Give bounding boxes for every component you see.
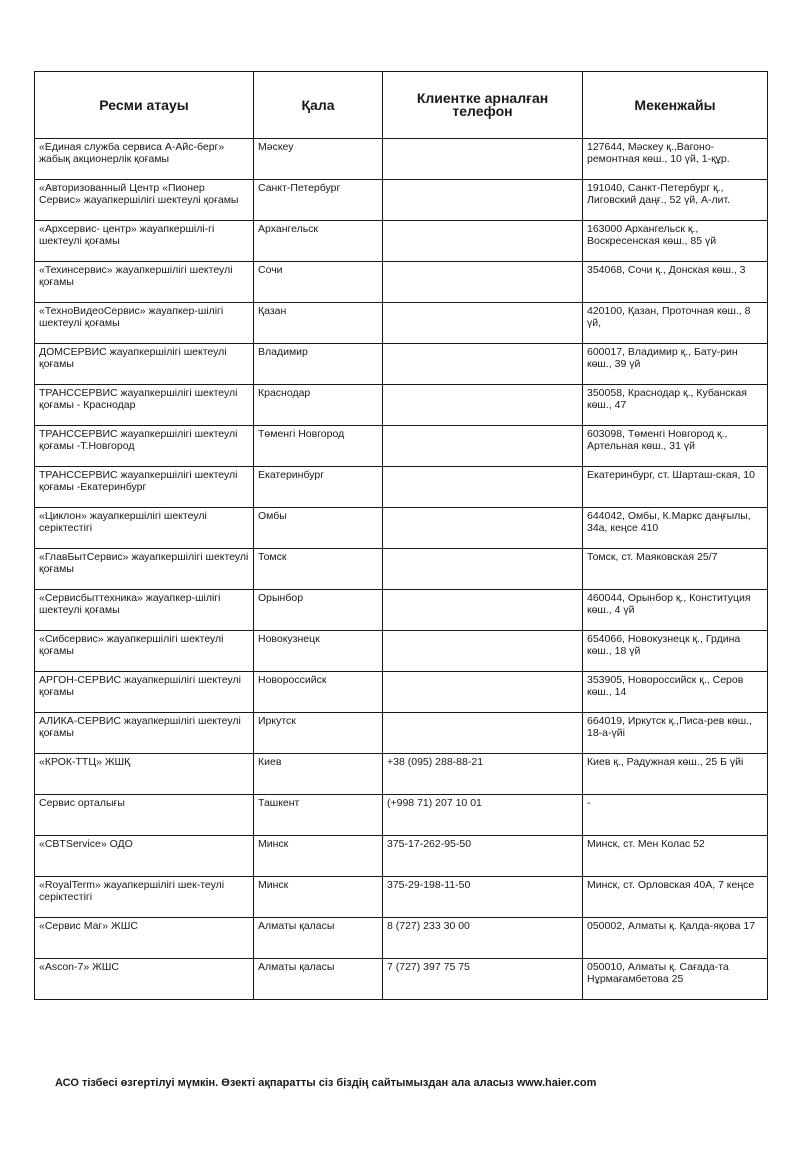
cell-name: «КРОК-ТТЦ» ЖШҚ <box>35 754 254 795</box>
table-row <box>35 836 768 877</box>
table-row <box>35 959 768 1000</box>
table-row <box>35 385 768 426</box>
table-row <box>35 221 768 262</box>
cell-city: Новокузнецк <box>254 631 383 672</box>
header-address: Мекенжайы <box>583 72 768 139</box>
cell-name: «Единая служба сервиса А-Айс-берг» жабық акционерлік қоғамы <box>35 139 254 180</box>
cell-name: «Циклон» жауапкершілігі шектеулі серіктестігі <box>35 508 254 549</box>
cell-city: Минск <box>254 877 383 918</box>
cell-address: 603098, Төменгі Новгород қ., Артельная көш., 31 үй <box>583 426 768 467</box>
cell-phone <box>383 385 583 426</box>
cell-city: Иркутск <box>254 713 383 754</box>
cell-address: - <box>583 795 768 836</box>
cell-city: Ташкент <box>254 795 383 836</box>
table-row <box>35 303 768 344</box>
cell-name: «Ascon-7» ЖШС <box>35 959 254 1000</box>
cell-phone <box>383 631 583 672</box>
cell-city: Новороссийск <box>254 672 383 713</box>
table-row <box>35 918 768 959</box>
table-header-row <box>35 72 768 139</box>
cell-phone: +38 (095) 288-88-21 <box>383 754 583 795</box>
table-row <box>35 549 768 590</box>
cell-phone <box>383 508 583 549</box>
cell-name: ТРАНССЕРВИС жауапкершілігі шектеулі қоғамы - Краснодар <box>35 385 254 426</box>
cell-address: Томск, ст. Маяковская 25/7 <box>583 549 768 590</box>
table-row <box>35 672 768 713</box>
cell-address: 600017, Владимир қ., Бату-рин көш., 39 үй <box>583 344 768 385</box>
cell-address: 644042, Омбы, К.Маркс даңғылы, 34а, кеңсе 410 <box>583 508 768 549</box>
cell-phone: 7 (727) 397 75 75 <box>383 959 583 1000</box>
cell-name: «CBTService» ОДО <box>35 836 254 877</box>
table-row <box>35 877 768 918</box>
cell-name: «Архсервис- центр» жауапкершілі-гі шектеулі қоғамы <box>35 221 254 262</box>
table-row <box>35 139 768 180</box>
cell-address: 163000 Архангельск қ., Воскресенская көш., 85 үй <box>583 221 768 262</box>
cell-address: Киев қ., Радужная көш., 25 Б үйі <box>583 754 768 795</box>
service-centers-table <box>34 71 768 1000</box>
cell-city: Архангельск <box>254 221 383 262</box>
cell-city: Омбы <box>254 508 383 549</box>
footer-note: АСО тізбесі өзгертілуі мүмкін. Өзекті ақпаратты сіз біздің сайтымыздан ала аласыз www.haier.com <box>55 1077 597 1089</box>
cell-phone <box>383 672 583 713</box>
cell-address: 654066, Новокузнецк қ., Грдина көш., 18 үй <box>583 631 768 672</box>
header-city: Қала <box>254 72 383 139</box>
cell-address: 191040, Санкт-Петербург қ., Лиговский даңғ., 52 үй, А-лит. <box>583 180 768 221</box>
cell-address: 460044, Орынбор қ., Конституция көш., 4 үй <box>583 590 768 631</box>
cell-phone <box>383 303 583 344</box>
cell-name: «Сервисбыттехника» жауапкер-шілігі шектеулі қоғамы <box>35 590 254 631</box>
cell-phone <box>383 344 583 385</box>
cell-address: 350058, Краснодар қ., Кубанская көш., 47 <box>583 385 768 426</box>
cell-city: Алматы қаласы <box>254 918 383 959</box>
cell-phone <box>383 180 583 221</box>
table-row <box>35 262 768 303</box>
cell-name: ТРАНССЕРВИС жауапкершілігі шектеулі қоғамы -Т.Новгород <box>35 426 254 467</box>
header-name: Ресми атауы <box>35 72 254 139</box>
cell-city: Төменгі Новгород <box>254 426 383 467</box>
cell-phone <box>383 467 583 508</box>
cell-city: Киев <box>254 754 383 795</box>
cell-name: «Сибсервис» жауапкершілігі шектеулі қоғамы <box>35 631 254 672</box>
cell-name: «Сервис Маг» ЖШС <box>35 918 254 959</box>
cell-phone: 8 (727) 233 30 00 <box>383 918 583 959</box>
cell-phone: 375-29-198-11-50 <box>383 877 583 918</box>
cell-city: Алматы қаласы <box>254 959 383 1000</box>
cell-address: Минск, ст. Мен Колас 52 <box>583 836 768 877</box>
cell-phone: 375-17-262-95-50 <box>383 836 583 877</box>
cell-name: «Авторизованный Центр «Пионер Сервис» жауапкершілігі шектеулі қоғамы <box>35 180 254 221</box>
table-row <box>35 590 768 631</box>
cell-address: 664019, Иркутск қ.,Писа-рев көш., 18-а-үйі <box>583 713 768 754</box>
cell-name: «ГлавБытСервис» жауапкершілігі шектеулі қоғамы <box>35 549 254 590</box>
cell-address: 420100, Қазан, Проточная көш., 8 үй, <box>583 303 768 344</box>
table-row <box>35 754 768 795</box>
cell-name: «ТехноВидеоСервис» жауапкер-шілігі шектеулі қоғамы <box>35 303 254 344</box>
table-row <box>35 426 768 467</box>
cell-city: Томск <box>254 549 383 590</box>
cell-address: 050010, Алматы қ. Сағада-та Нұрмағамбетова 25 <box>583 959 768 1000</box>
cell-address: 127644, Мәскеу қ.,Вагоно-ремонтная көш., 10 үй, 1-құр. <box>583 139 768 180</box>
cell-city: Орынбор <box>254 590 383 631</box>
cell-address: Минск, ст. Орловская 40А, 7 кеңсе <box>583 877 768 918</box>
cell-phone <box>383 426 583 467</box>
cell-address: 050002, Алматы қ. Қалда-яқова 17 <box>583 918 768 959</box>
cell-city: Мәскеу <box>254 139 383 180</box>
cell-address: Екатеринбург, ст. Шарташ-ская, 10 <box>583 467 768 508</box>
cell-name: Сервис орталығы <box>35 795 254 836</box>
cell-phone: (+998 71) 207 10 01 <box>383 795 583 836</box>
header-phone: Клиентке арналған телефон <box>383 72 583 139</box>
table-row <box>35 795 768 836</box>
cell-city: Санкт-Петербург <box>254 180 383 221</box>
table-row <box>35 713 768 754</box>
cell-name: ТРАНССЕРВИС жауапкершілігі шектеулі қоғамы -Екатеринбург <box>35 467 254 508</box>
cell-name: АЛИКА-СЕРВИС жауапкершілігі шектеулі қоғамы <box>35 713 254 754</box>
cell-city: Сочи <box>254 262 383 303</box>
cell-city: Минск <box>254 836 383 877</box>
cell-name: «Техинсервис» жауапкершілігі шектеулі қоғамы <box>35 262 254 303</box>
cell-name: АРГОН-СЕРВИС жауапкершілігі шектеулі қоғамы <box>35 672 254 713</box>
cell-address: 353905, Новороссийск қ., Серов көш., 14 <box>583 672 768 713</box>
cell-phone <box>383 713 583 754</box>
cell-city: Қазан <box>254 303 383 344</box>
table-row <box>35 508 768 549</box>
cell-phone <box>383 262 583 303</box>
table-row <box>35 631 768 672</box>
cell-phone <box>383 221 583 262</box>
cell-city: Екатеринбург <box>254 467 383 508</box>
table-row <box>35 180 768 221</box>
cell-city: Владимир <box>254 344 383 385</box>
cell-phone <box>383 549 583 590</box>
cell-name: «RoyalTerm» жауапкершілігі шек-теулі серіктестігі <box>35 877 254 918</box>
cell-name: ДОМСЕРВИС жауапкершілігі шектеулі қоғамы <box>35 344 254 385</box>
cell-phone <box>383 139 583 180</box>
cell-address: 354068, Сочи қ., Донская көш., 3 <box>583 262 768 303</box>
table-row <box>35 467 768 508</box>
cell-city: Краснодар <box>254 385 383 426</box>
table-row <box>35 344 768 385</box>
cell-phone <box>383 590 583 631</box>
